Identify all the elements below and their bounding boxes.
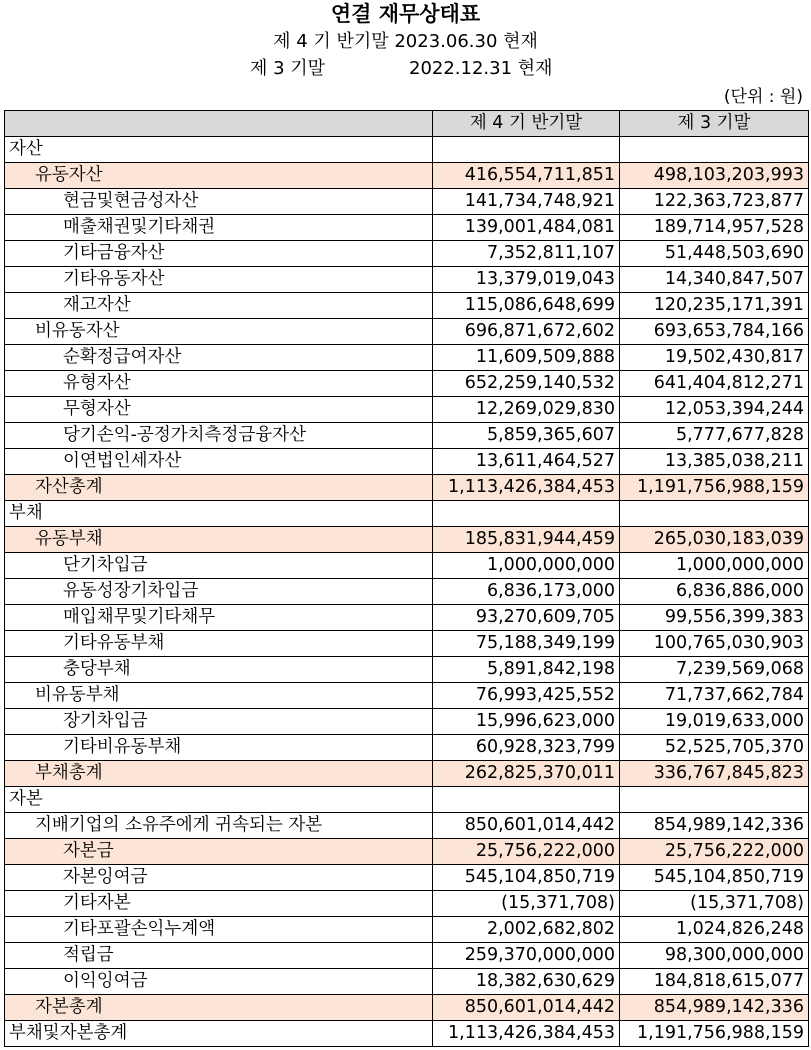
account-name: 비유동부채 [5,683,433,709]
current-period-value: 15,996,623,000 [433,709,620,735]
account-name: 기타비유동부채 [5,735,433,761]
previous-period-value: 184,818,615,077 [620,969,809,995]
account-name: 유동부채 [5,527,433,553]
current-period-value [433,137,620,163]
current-period-value: 13,611,464,527 [433,449,620,475]
table-row [5,293,809,319]
account-name: 유형자산 [5,371,433,397]
current-period-value: 6,836,173,000 [433,579,620,605]
previous-period-value: 693,653,784,166 [620,319,809,345]
account-name: 자본금 [5,839,433,865]
account-name: 부채및자본총계 [5,1021,433,1047]
account-name: 매출채권및기타채권 [5,215,433,241]
previous-period-value: 71,737,662,784 [620,683,809,709]
table-row [5,371,809,397]
account-name: 재고자산 [5,293,433,319]
account-name: 유동자산 [5,163,433,189]
table-row [5,163,809,189]
account-name: 지배기업의 소유주에게 귀속되는 자본 [5,813,433,839]
table-row [5,319,809,345]
current-period-value: 7,352,811,107 [433,241,620,267]
current-period-value [433,501,620,527]
period-previous-date: 2022.12.31 현재 [409,58,553,79]
previous-period-value: 13,385,038,211 [620,449,809,475]
account-name: 이연법인세자산 [5,449,433,475]
current-period-value: 850,601,014,442 [433,995,620,1021]
current-period-value: 139,001,484,081 [433,215,620,241]
account-name: 자본 [5,787,433,813]
header-current-period: 제 4 기 반기말 [433,111,620,137]
table-header-row [5,111,809,137]
current-period-value: 25,756,222,000 [433,839,620,865]
table-row [5,345,809,371]
previous-period-value: 120,235,171,391 [620,293,809,319]
previous-period-value: 545,104,850,719 [620,865,809,891]
account-name: 부채 [5,501,433,527]
table-row [5,423,809,449]
previous-period-value: 641,404,812,271 [620,371,809,397]
previous-period-value: 854,989,142,336 [620,995,809,1021]
previous-period-value: (15,371,708) [620,891,809,917]
table-row [5,241,809,267]
previous-period-value: 19,502,430,817 [620,345,809,371]
current-period-value: 696,871,672,602 [433,319,620,345]
current-period-value: 141,734,748,921 [433,189,620,215]
current-period-value: 1,113,426,384,453 [433,1021,620,1047]
account-name: 기타금융자산 [5,241,433,267]
previous-period-value: 51,448,503,690 [620,241,809,267]
current-period-value: 2,002,682,802 [433,917,620,943]
current-period-value: 13,379,019,043 [433,267,620,293]
previous-period-value: 14,340,847,507 [620,267,809,293]
current-period-value [433,787,620,813]
account-name: 부채총계 [5,761,433,787]
previous-period-value: 1,191,756,988,159 [620,1021,809,1047]
table-row [5,891,809,917]
page-title: 연결 재무상태표 [330,2,481,26]
previous-period-value: 5,777,677,828 [620,423,809,449]
previous-period-value: 99,556,399,383 [620,605,809,631]
table-row [5,839,809,865]
account-name: 자산총계 [5,475,433,501]
table-row [5,969,809,995]
account-name: 자산 [5,137,433,163]
current-period-value: 75,188,349,199 [433,631,620,657]
account-name: 자본총계 [5,995,433,1021]
table-row [5,943,809,969]
table-row [5,605,809,631]
table-row [5,865,809,891]
table-row [5,683,809,709]
table-row [5,787,809,813]
current-period-value: 185,831,944,459 [433,527,620,553]
account-name: 이익잉여금 [5,969,433,995]
previous-period-value: 100,765,030,903 [620,631,809,657]
account-name: 단기차입금 [5,553,433,579]
account-name: 현금및현금성자산 [5,189,433,215]
previous-period-value: 1,191,756,988,159 [620,475,809,501]
previous-period-value: 189,714,957,528 [620,215,809,241]
account-name: 기타자본 [5,891,433,917]
current-period-value: 850,601,014,442 [433,813,620,839]
table-row [5,657,809,683]
current-period-value: 60,928,323,799 [433,735,620,761]
previous-period-value: 52,525,705,370 [620,735,809,761]
current-period-value: 76,993,425,552 [433,683,620,709]
account-name: 기타유동자산 [5,267,433,293]
table-row [5,995,809,1021]
previous-period-value: 854,989,142,336 [620,813,809,839]
table-row [5,709,809,735]
current-period-value: 545,104,850,719 [433,865,620,891]
account-name: 자본잉여금 [5,865,433,891]
previous-period-value: 265,030,183,039 [620,527,809,553]
account-name: 기타포괄손익누계액 [5,917,433,943]
table-row [5,397,809,423]
previous-period-value [620,501,809,527]
account-name: 순확정급여자산 [5,345,433,371]
account-name: 무형자산 [5,397,433,423]
current-period-value: 262,825,370,011 [433,761,620,787]
account-name: 당기손익-공정가치측정금융자산 [5,423,433,449]
table-row [5,735,809,761]
previous-period-value [620,787,809,813]
previous-period-value: 1,000,000,000 [620,553,809,579]
current-period-value: 12,269,029,830 [433,397,620,423]
period-previous-label: 제 3 기말 [250,58,326,79]
table-row [5,215,809,241]
table-row [5,917,809,943]
previous-period-value: 6,836,886,000 [620,579,809,605]
account-name: 적립금 [5,943,433,969]
current-period-value: 416,554,711,851 [433,163,620,189]
previous-period-value: 12,053,394,244 [620,397,809,423]
previous-period-value: 122,363,723,877 [620,189,809,215]
current-period-value: 259,370,000,000 [433,943,620,969]
previous-period-value: 1,024,826,248 [620,917,809,943]
table-row [5,527,809,553]
account-name: 기타유동부채 [5,631,433,657]
current-period-value: 5,859,365,607 [433,423,620,449]
current-period-value: 93,270,609,705 [433,605,620,631]
current-period-value: 1,113,426,384,453 [433,475,620,501]
unit-label: (단위 : 원) [723,87,803,107]
table-row [5,189,809,215]
table-row [5,579,809,605]
current-period-value: 11,609,509,888 [433,345,620,371]
table-row [5,449,809,475]
current-period-value: (15,371,708) [433,891,620,917]
previous-period-value: 98,300,000,000 [620,943,809,969]
previous-period-value: 25,756,222,000 [620,839,809,865]
current-period-value: 1,000,000,000 [433,553,620,579]
table-row [5,475,809,501]
current-period-value: 5,891,842,198 [433,657,620,683]
current-period-value: 18,382,630,629 [433,969,620,995]
header-previous-period: 제 3 기말 [620,111,809,137]
previous-period-value: 498,103,203,993 [620,163,809,189]
account-name: 유동성장기차입금 [5,579,433,605]
table-row [5,761,809,787]
period-current-line: 제 4 기 반기말 2023.06.30 현재 [273,31,538,52]
previous-period-value: 7,239,569,068 [620,657,809,683]
table-row [5,813,809,839]
table-row [5,631,809,657]
account-name: 매입채무및기타채무 [5,605,433,631]
previous-period-value [620,137,809,163]
current-period-value: 652,259,140,532 [433,371,620,397]
table-row [5,501,809,527]
current-period-value: 115,086,648,699 [433,293,620,319]
account-name: 비유동자산 [5,319,433,345]
account-name: 장기차입금 [5,709,433,735]
table-row [5,137,809,163]
previous-period-value: 336,767,845,823 [620,761,809,787]
table-row [5,553,809,579]
table-row [5,267,809,293]
previous-period-value: 19,019,633,000 [620,709,809,735]
table-body [5,137,809,1047]
balance-sheet-table [4,110,809,1047]
header-account [5,111,433,137]
account-name: 충당부채 [5,657,433,683]
table-row [5,1021,809,1047]
